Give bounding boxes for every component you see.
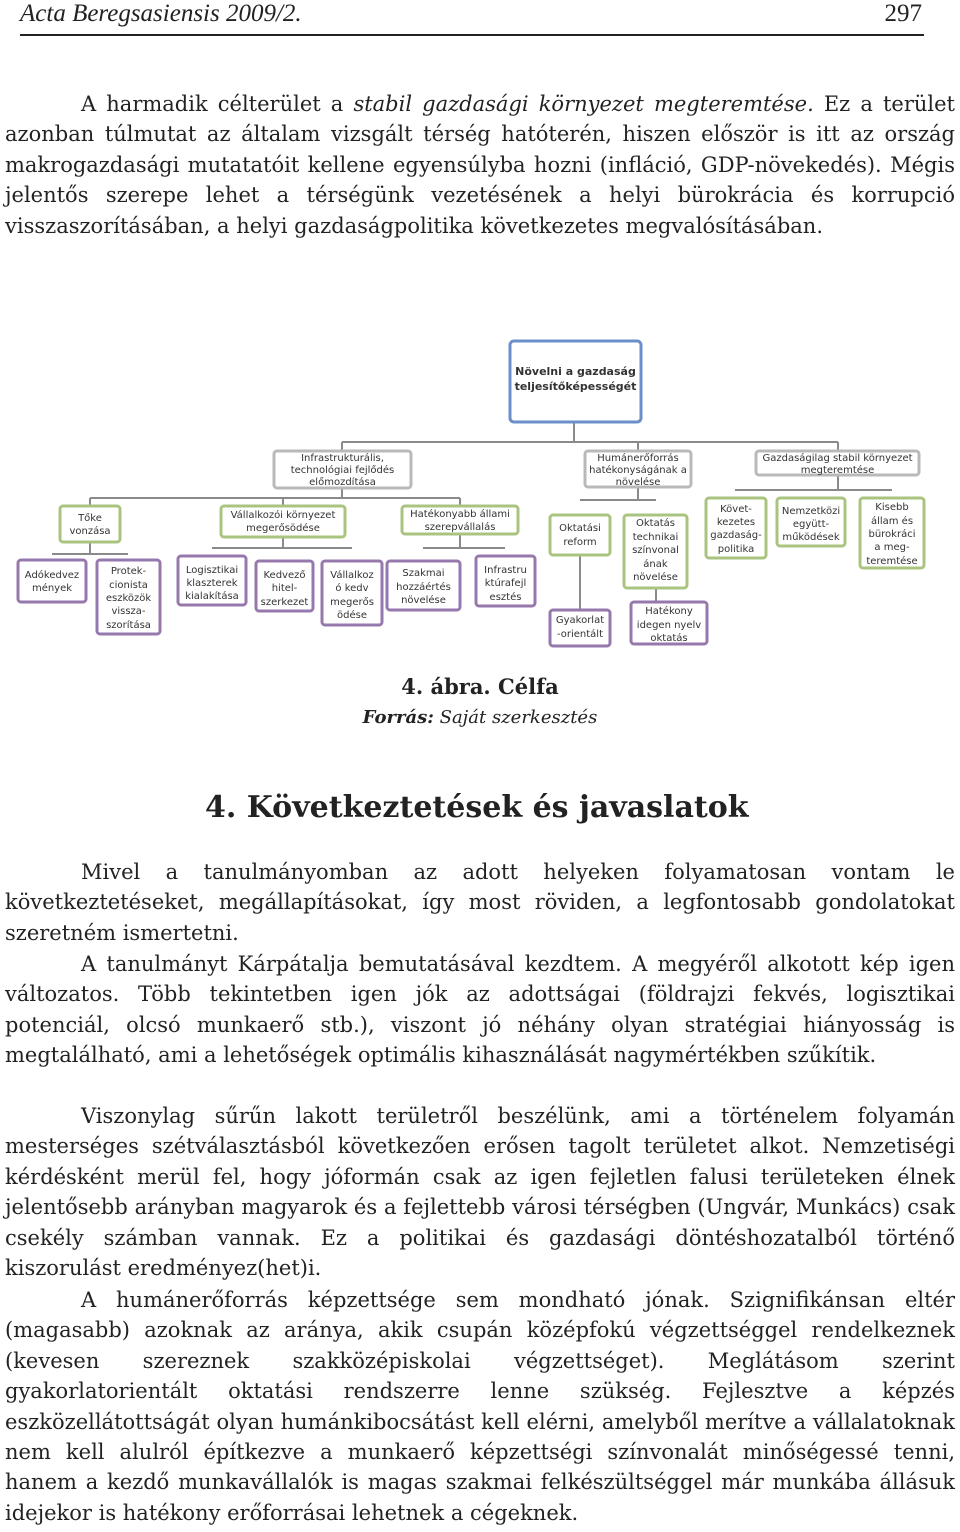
svg-text:idegen nyelv: idegen nyelv <box>636 620 702 631</box>
svg-text:Protek-: Protek- <box>110 566 147 577</box>
node-capital-attraction <box>60 506 120 542</box>
svg-text:előmozdítása: előmozdítása <box>309 477 376 488</box>
node-infrastructure <box>274 451 411 488</box>
intro-italic: stabil gazdasági környezet megteremtése. <box>353 92 814 116</box>
svg-text:esztés: esztés <box>489 592 522 603</box>
node-protectionist-tools <box>97 560 160 634</box>
svg-text:hitel-: hitel- <box>271 583 298 594</box>
svg-text:Oktatás: Oktatás <box>636 518 675 529</box>
intro-text-rest: Ez a terület azonban túlmutat az általam vizsgált térség hatóterén, hiszen először is itt az ország makrogazdasági mutatatóit kellene egyensúlyba hozni (infláció, GDP-növekedés). Mégis jelentős szerepe lehet a térségünk vezetésének a helyi bürokrácia és korrupció visszaszorításában, a helyi gazdaságpolitika következetes megvalósításában. <box>5 92 955 238</box>
svg-text:szerepvállalás: szerepvállalás <box>424 522 496 533</box>
svg-text:Tőke: Tőke <box>78 513 102 524</box>
svg-text:reform: reform <box>563 537 597 548</box>
svg-text:eszközök: eszközök <box>105 593 152 604</box>
header-rule <box>20 34 924 36</box>
svg-text:Nemzetközi: Nemzetközi <box>781 506 841 517</box>
svg-text:Gazdaságilag stabil környezet: Gazdaságilag stabil környezet <box>762 453 913 464</box>
figure-source-label: Forrás: <box>362 707 434 728</box>
svg-text:Humánerőforrás: Humánerőforrás <box>597 453 679 464</box>
node-expertise <box>387 561 460 610</box>
svg-text:oktatás: oktatás <box>650 633 688 644</box>
svg-text:cionista: cionista <box>109 580 148 591</box>
node-logistics-clusters <box>178 556 246 605</box>
node-credit-structure <box>256 561 313 611</box>
svg-text:Kisebb: Kisebb <box>875 502 909 513</box>
svg-text:Infrastru: Infrastru <box>484 565 527 576</box>
svg-text:együtt-: együtt- <box>792 519 830 530</box>
svg-text:Vállalkoz: Vállalkoz <box>330 570 374 581</box>
node-smaller-state <box>860 498 924 568</box>
node-tax-incentives <box>18 560 86 602</box>
figure-source-text: Saját szerkesztés <box>433 707 598 728</box>
svg-text:politika: politika <box>717 544 755 555</box>
svg-text:Oktatási: Oktatási <box>559 523 601 534</box>
svg-text:ödése: ödése <box>337 610 367 621</box>
figure-caption: 4. ábra. Célfa <box>401 674 559 699</box>
svg-text:szerkezet: szerkezet <box>260 597 309 608</box>
node-international-cooperation <box>777 498 845 546</box>
svg-text:Adókedvez: Adókedvez <box>24 570 80 581</box>
body-paragraph-3: Viszonylag sűrűn lakott területről beszélünk, ami a történelem folyamán mesterséges szétválasztásból következően erősen tagolt területet alkot. Nemzetiségi kérdésként merül fel, hogy jóformán csak az igen fejletlen falusi területeken élnek jelentősebb arányban magyarok és a fejlettebb városi térségben (Ungvár, Munkács) csak csekély számban vannak. Ez a politikai és gazdasági döntéshozatalból történő kiszorulást eredményez(het)i. <box>5 1104 955 1281</box>
svg-text:klaszterek: klaszterek <box>186 578 238 589</box>
body-paragraph-1: Mivel a tanulmányomban az adott helyeken folyamatosan vontam le következtetéseket, megállapításokat, így most röviden, a legfontosabb gondolatokat szeretném ismertetni. <box>5 860 955 945</box>
node-practice-oriented <box>550 610 610 646</box>
svg-text:kialakítása: kialakítása <box>185 591 239 602</box>
svg-text:ának: ának <box>643 559 668 570</box>
svg-text:színvonal: színvonal <box>632 545 679 556</box>
svg-text:hozzáértés: hozzáértés <box>396 582 451 593</box>
svg-text:technológiai fejlődés: technológiai fejlődés <box>290 465 395 476</box>
node-stable-environment <box>756 451 919 476</box>
svg-text:növelése: növelése <box>633 572 678 583</box>
svg-text:Hatékonyabb állami: Hatékonyabb állami <box>410 509 510 520</box>
svg-text:Logisztikai: Logisztikai <box>185 565 239 576</box>
body-paragraph-4: A humánerőforrás képzettsége sem mondható jónak. Szignifikánsan eltér (magasabb) azoknak az aránya, akik csupán középfokú végzettséggel rendelkeznek (kevesen szereznek szakközépiskolai végzettséget). Meglátásom szerint gyakorlatorientált oktatási rendszerre lenne szükség. Fejlesztve a képzés eszközellátottságát olyan humánkibocsátást kell elérni, amelyből merítve a vállalatoknak nem kell alulról építkezve a munkaerő képzettségi színvonalát minőségessé tenni, hanem a kezdő munkavállalók is magas szakmai felkészültséggel már munkába állásuk idejekor is hatékony erőforrásai lehetnek a cégeknek. <box>5 1288 955 1525</box>
svg-text:növelése: növelése <box>615 477 661 488</box>
svg-text:ktúrafejl: ktúrafejl <box>484 578 527 589</box>
root-node <box>510 341 641 422</box>
node-enterprise-spirit <box>322 561 382 625</box>
svg-text:mények: mények <box>31 583 73 594</box>
intro-text-start: A harmadik célterület a <box>81 92 354 116</box>
svg-text:Növelni a gazdaság: Növelni a gazdaság <box>515 365 636 378</box>
page-number: 297 <box>884 0 922 27</box>
node-human-resources <box>585 451 691 488</box>
body-paragraph-2: A tanulmányt Kárpátalja bemutatásával kezdtem. A megyéről alkotott kép igen változatos. Több tekintetben igen jók az adottságai (földrajzi fekvés, logisztikai potenciál, olcsó munkaerő stb.), viszont jó néhány olyan stratégiai hiányosság is megtalálható, ami a lehetőségek optimális kihasználását nagymértékben szűkítik. <box>5 952 955 1068</box>
node-education-reform <box>550 515 610 555</box>
node-enterprise-environment <box>221 506 345 537</box>
figure-source <box>0 707 960 728</box>
svg-text:Infrastrukturális,: Infrastrukturális, <box>301 453 384 464</box>
section-heading: 4. Következtetések és javaslatok <box>205 790 749 825</box>
svg-text:Követ-: Követ- <box>720 504 752 515</box>
node-infrastructure-development <box>476 556 535 606</box>
svg-text:Vállalkozói környezet: Vállalkozói környezet <box>230 510 336 521</box>
goal-tree-diagram <box>0 330 960 660</box>
node-language-teaching <box>631 602 707 644</box>
svg-text:bürokráci: bürokráci <box>868 529 916 540</box>
svg-text:gazdaság-: gazdaság- <box>710 530 762 541</box>
svg-text:Gyakorlat: Gyakorlat <box>555 615 605 626</box>
node-state-role <box>402 506 518 534</box>
svg-text:ó kedv: ó kedv <box>335 583 369 594</box>
svg-text:a meg-: a meg- <box>874 542 910 553</box>
svg-text:-orientált: -orientált <box>556 629 604 640</box>
intro-paragraph <box>5 89 955 241</box>
svg-text:hatékonyságának a: hatékonyságának a <box>589 465 687 476</box>
svg-text:Szakmai: Szakmai <box>402 568 445 579</box>
svg-text:Hatékony: Hatékony <box>645 606 693 617</box>
svg-text:működések: működések <box>782 532 840 543</box>
svg-text:szorítása: szorítása <box>106 620 151 631</box>
svg-text:növelése: növelése <box>401 595 446 606</box>
journal-title: Acta Beregsasiensis 2009/2. <box>20 0 302 27</box>
svg-text:technikai: technikai <box>632 532 679 543</box>
svg-text:állam és: állam és <box>870 516 914 527</box>
svg-text:megerős: megerős <box>330 597 374 608</box>
node-education-technical-level <box>624 515 687 588</box>
svg-text:vonzása: vonzása <box>69 526 111 537</box>
svg-text:kezetes: kezetes <box>716 517 756 528</box>
svg-text:teremtése: teremtése <box>866 556 918 567</box>
node-consistent-policy <box>706 498 766 558</box>
svg-text:teljesítőképességét: teljesítőképességét <box>514 380 637 393</box>
svg-text:Kedvező: Kedvező <box>263 570 306 581</box>
svg-text:megerősödése: megerősödése <box>246 523 320 534</box>
svg-text:megteremtése: megteremtése <box>800 465 875 476</box>
svg-text:vissza-: vissza- <box>111 606 146 617</box>
